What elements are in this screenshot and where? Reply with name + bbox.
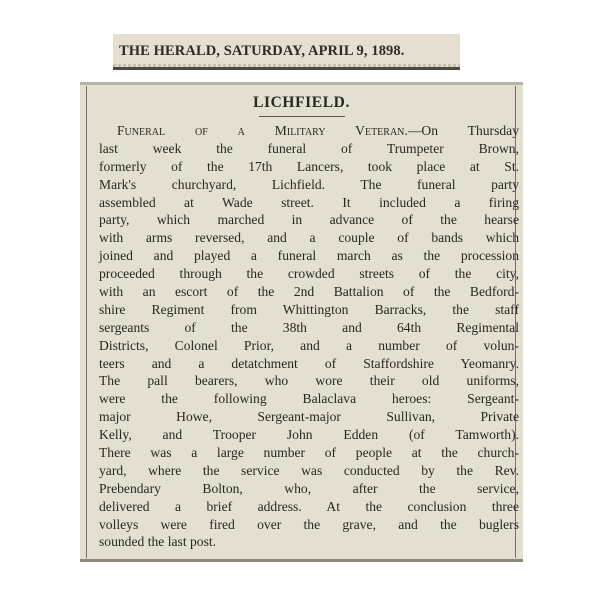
article-line: party, which marched in advance of the hearse: [99, 212, 519, 228]
article-body: [99, 122, 519, 551]
masthead-torn-edge: [113, 64, 460, 70]
column-rule-left: [86, 86, 87, 558]
article-line: last week the funeral of Trumpeter Brown,: [99, 140, 519, 156]
article-line: delivered a brief address. At the conclusion three: [99, 498, 519, 514]
article-line: with arms reversed, and a couple of bands which: [99, 230, 519, 246]
newspaper-masthead-clipping: [113, 34, 460, 70]
article-line: Prebendary Bolton, who, after the service,: [99, 480, 519, 496]
article-line: with an escort of the 2nd Battalion of the Bedford-: [99, 284, 519, 300]
article-line: major Howe, Sergeant-major Sullivan, Private: [99, 409, 519, 425]
article-line: sounded the last post.: [99, 534, 217, 550]
article-line: joined and played a funeral march as the procession: [99, 248, 519, 264]
article-line: formerly of the 17th Lancers, took place at St.: [99, 158, 519, 174]
article-line: volleys were fired over the grave, and the buglers: [99, 516, 519, 532]
article-line: yard, where the service was conducted by the Rev.: [99, 462, 519, 478]
article-line: shire Regiment from Whittington Barracks, the staff: [99, 301, 519, 317]
article-line: Mark's churchyard, Lichfield. The funeral party: [99, 176, 519, 192]
clipping-bottom-edge: [80, 559, 523, 562]
article-line: Funeral of a Military Veteran.—On Thursday: [117, 123, 520, 138]
article-line: were the following Balaclava heroes: Sergeant-: [99, 391, 519, 407]
article-headline: LICHFIELD.: [253, 94, 350, 111]
clipping-top-edge: [80, 82, 523, 85]
article-line: There was a large number of people at the church-: [99, 445, 519, 461]
article-line: Districts, Colonel Prior, and a number of volun-: [99, 337, 519, 353]
masthead-title: THE HERALD, SATURDAY, APRIL 9, 1898.: [119, 43, 405, 59]
article-clipping: [80, 82, 523, 562]
article-line: teers and a detatchment of Staffordshire Yeomanry.: [99, 355, 519, 371]
article-line: Kelly, and Trooper John Edden (of Tamworth).: [99, 427, 519, 443]
article-line: assembled at Wade street. It included a firing: [99, 194, 519, 210]
article-lead-in: Funeral of a Military Veteran.: [117, 123, 408, 138]
article-line: proceeded through the crowded streets of the city,: [99, 266, 519, 282]
article-line: sergeants of the 38th and 64th Regimental: [99, 319, 519, 335]
headline-underline: [259, 116, 345, 117]
article-line: The pall bearers, who wore their old uniforms,: [99, 373, 519, 389]
